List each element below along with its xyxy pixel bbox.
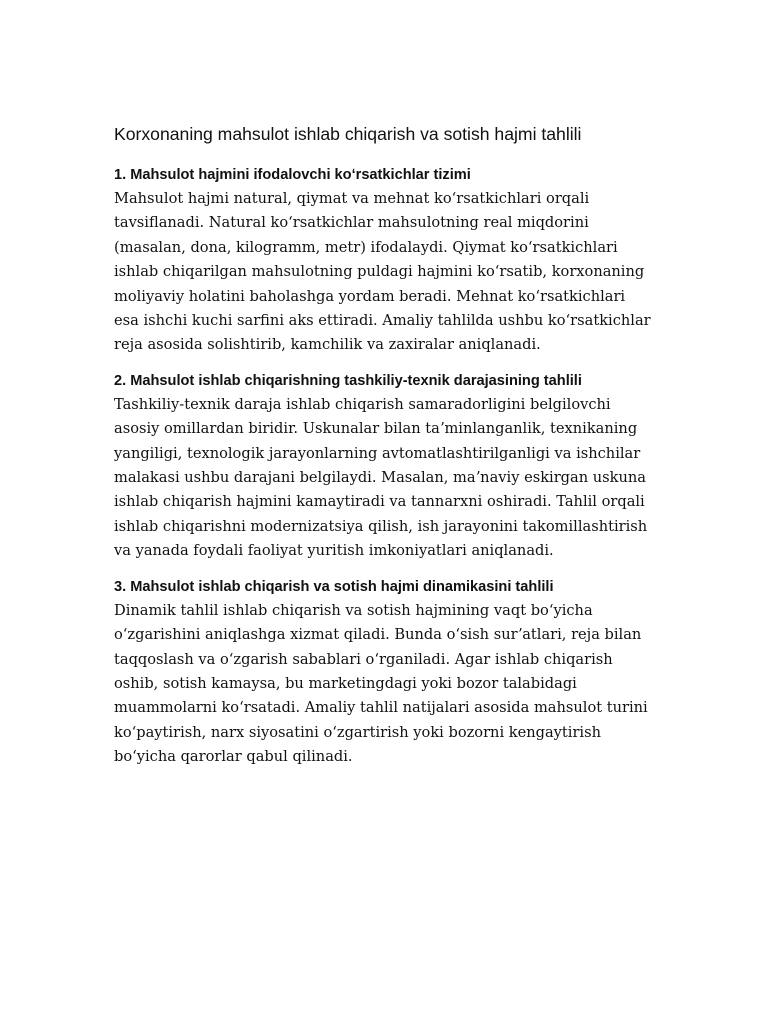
paragraph-line: boʻyicha qarorlar qabul qilinadi. xyxy=(114,748,353,766)
paragraph-line: asosiy omillardan biridir. Uskunalar bilan taʼminlanganlik, texnikaning xyxy=(114,420,638,438)
paragraph-line: reja asosida solishtirib, kamchilik va zaxiralar aniqlanadi. xyxy=(114,336,541,354)
document-title: Korxonaning mahsulot ishlab chiqarish va sotish hajmi tahlili xyxy=(114,124,582,144)
section-paragraph xyxy=(114,599,659,770)
paragraph-line: va yanada foydali faoliyat yuritish imkoniyatlari aniqlanadi. xyxy=(114,542,554,560)
paragraph-line: (masalan, dona, kilogramm, metr) ifodalaydi. Qiymat koʻrsatkichlari xyxy=(114,238,618,256)
paragraph-line: yangiligi, texnologik jarayonlarning avtomatlashtirilganligi va ishchilar xyxy=(114,444,641,462)
section-heading: 1. Mahsulot hajmini ifodalovchi koʻrsatkichlar tizimi xyxy=(114,167,471,183)
paragraph-line: moliyaviy holatini baholashga yordam beradi. Mehnat koʻrsatkichlari xyxy=(114,287,626,305)
section-heading: 2. Mahsulot ishlab chiqarishning tashkiliy-texnik darajasining tahlili xyxy=(114,372,582,389)
section-paragraph xyxy=(114,187,659,358)
document-page xyxy=(114,122,659,781)
paragraph-line: taqqoslash va oʻzgarish sabablari oʻrganiladi. Agar ishlab chiqarish xyxy=(114,650,613,668)
section-2 xyxy=(114,369,659,564)
section-3 xyxy=(114,575,659,770)
section-1 xyxy=(114,163,659,358)
paragraph-line: Mahsulot hajmi natural, qiymat va mehnat koʻrsatkichlari orqali xyxy=(114,190,590,207)
paragraph-line: koʻpaytirish, narx siyosatini oʻzgartirish yoki bozorni kengaytirish xyxy=(114,723,601,741)
paragraph-line: oshib, sotish kamaysa, bu marketingdagi yoki bozor talabidagi xyxy=(114,674,577,692)
paragraph-line: ishlab chiqarishni modernizatsiya qilish, ish jarayonini takomillashtirish xyxy=(114,517,648,535)
section-paragraph xyxy=(114,393,659,564)
paragraph-line: ishlab chiqarish hajmini kamaytiradi va tannarxni oshiradi. Tahlil orqali xyxy=(114,493,645,511)
paragraph-line: Dinamik tahlil ishlab chiqarish va sotish hajmining vaqt boʻyicha xyxy=(114,601,593,619)
paragraph-line: tavsiflanadi. Natural koʻrsatkichlar mahsulotning real miqdorini xyxy=(114,214,589,232)
paragraph-line: muammolarni koʻrsatadi. Amaliy tahlil natijalari asosida mahsulot turini xyxy=(114,699,648,717)
paragraph-line: oʻzgarishini aniqlashga xizmat qiladi. Bunda oʻsish surʼatlari, reja bilan xyxy=(114,626,642,644)
section-heading: 3. Mahsulot ishlab chiqarish va sotish hajmi dinamikasini tahlili xyxy=(114,578,554,595)
paragraph-line: esa ishchi kuchi sarfini aks ettiradi. Amaliy tahlilda ushbu koʻrsatkichlar xyxy=(114,312,651,330)
paragraph-line: ishlab chiqarilgan mahsulotning puldagi hajmini koʻrsatib, korxonaning xyxy=(114,263,645,281)
paragraph-line: Tashkiliy-texnik daraja ishlab chiqarish samaradorligini belgilovchi xyxy=(114,395,611,413)
paragraph-line: malakasi ushbu darajani belgilaydi. Masalan, maʼnaviy eskirgan uskuna xyxy=(114,469,646,487)
